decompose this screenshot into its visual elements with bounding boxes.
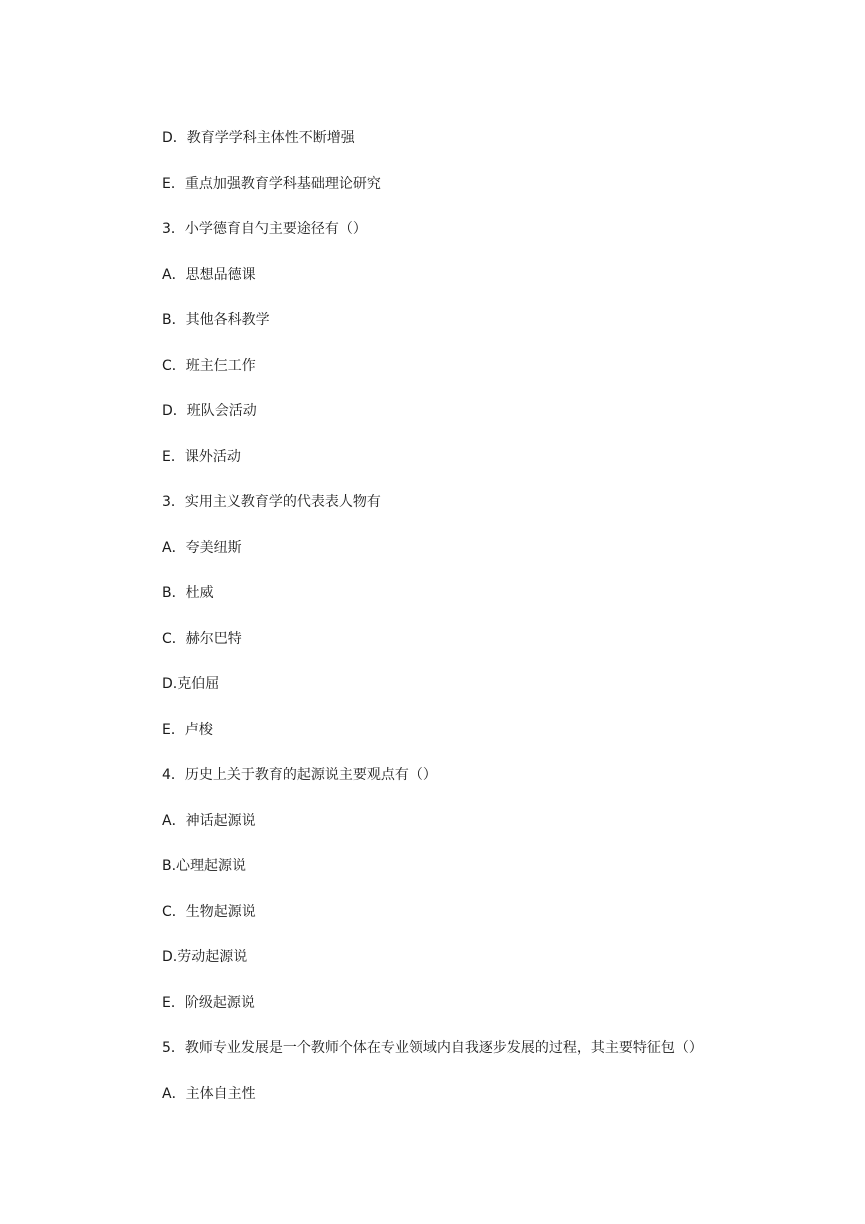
question-line: 5．教师专业发展是一个教师个体在专业领域内自我逐步发展的过程，其主要特征包（）	[162, 1040, 703, 1056]
option-line: E．课外活动	[162, 449, 241, 465]
option-line: C．赫尔巴特	[162, 631, 242, 647]
option-line: D．班队会活动	[162, 403, 257, 419]
option-line: C．生物起源说	[162, 904, 256, 920]
option-line: B.心理起源说	[162, 858, 247, 874]
option-line: E．阶级起源说	[162, 995, 255, 1011]
option-line: B．其他各科教学	[162, 312, 270, 328]
option-line: D.克伯屈	[162, 676, 220, 692]
option-line: A．主体自主性	[162, 1086, 256, 1102]
question-line: 3．小学德育自勺主要途径有（）	[162, 221, 367, 237]
option-line: A．思想品德课	[162, 267, 256, 283]
option-line: D.劳动起源说	[162, 949, 248, 965]
option-line: C．班主仨工作	[162, 358, 256, 374]
option-line: E．重点加强教育学科基础理论研究	[162, 176, 381, 192]
option-line: B．杜威	[162, 585, 214, 601]
question-line: 4．历史上关于教育的起源说主要观点有（）	[162, 767, 437, 783]
question-line: 3．实用主义教育学的代表表人物有	[162, 494, 381, 510]
option-line: D．教育学学科主体性不断增强	[162, 130, 355, 146]
option-line: A．夸美纽斯	[162, 540, 242, 556]
option-line: A．神话起源说	[162, 813, 256, 829]
option-line: E．卢梭	[162, 722, 213, 738]
